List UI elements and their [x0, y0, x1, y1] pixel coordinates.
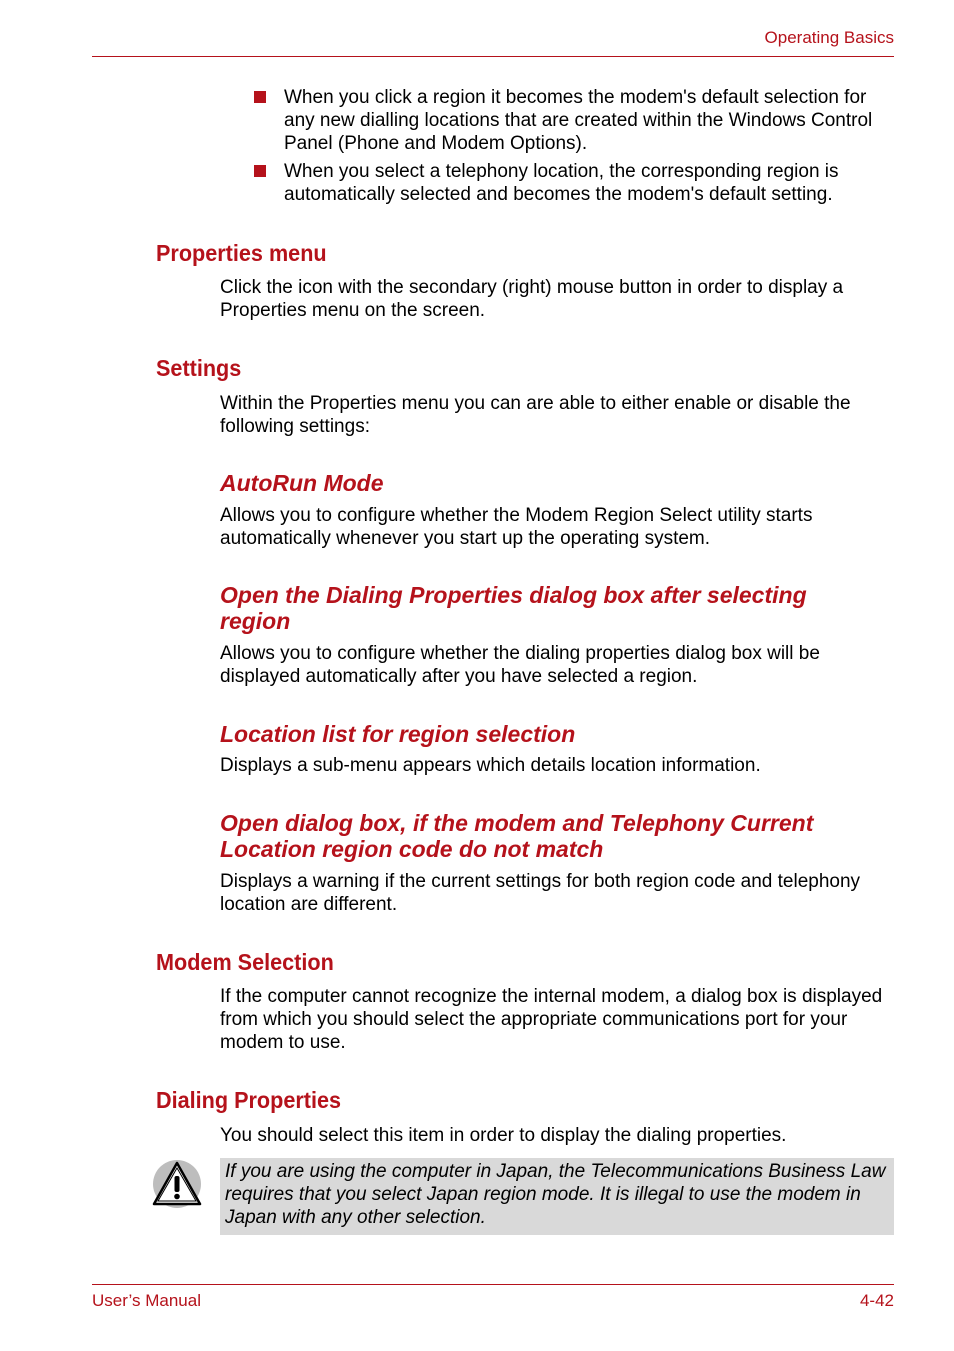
section-body: Within the Properties menu you can are able to either enable or disable the following settings:: [220, 393, 851, 437]
heading-line: Location region code do not match: [220, 836, 604, 862]
section-heading-modem-selection: Modem Selection: [156, 949, 334, 975]
subsection-heading-open-dialing: [220, 582, 894, 634]
section-body: If the computer cannot recognize the internal modem, a dialog box is displayed from which you should select the appropriate communications port for your modem to use.: [220, 986, 883, 1053]
heading-line: Open dialog box, if the modem and Telephony Current: [220, 810, 814, 836]
section-body: Allows you to configure whether the Modem Region Select utility starts automatically whenever you start up the operating system.: [220, 505, 813, 549]
section-body: You should select this item in order to display the dialing properties.: [220, 1125, 787, 1146]
header-divider: [92, 56, 894, 57]
subsection-heading-location-list: Location list for region selection: [220, 721, 576, 747]
bullet-marker: [254, 91, 266, 103]
heading-line: Open the Dialing Properties dialog box after selecting: [220, 582, 807, 608]
section-heading-dialing-properties: Dialing Properties: [156, 1087, 342, 1113]
section-heading-settings: Settings: [156, 355, 242, 381]
running-header: Operating Basics: [764, 28, 894, 47]
section-body: Allows you to configure whether the dialing properties dialog box will be displayed automatically after you have selected a region.: [220, 643, 820, 687]
page-number: 4-42: [859, 1291, 894, 1310]
section-heading-properties-menu: Properties menu: [156, 240, 327, 266]
subsection-heading-autorun: AutoRun Mode: [220, 470, 384, 496]
section-body: Click the icon with the secondary (right) mouse button in order to display a Properties menu on the screen.: [220, 277, 844, 321]
footer-divider: [92, 1284, 894, 1285]
subsection-heading-open-dialog-mismatch: [220, 810, 894, 862]
bullet-item: When you click a region it becomes the modem's default selection for any new dialling locations that are created within the Windows Control Panel (Phone and Modem Options).: [284, 87, 873, 154]
section-body: Displays a sub-menu appears which details location information.: [220, 755, 761, 776]
section-body: Displays a warning if the current settings for both region code and telephony location are different.: [220, 871, 861, 915]
bullet-item: When you select a telephony location, the corresponding region is automatically selected and becomes the modem's default setting.: [284, 161, 839, 205]
bullet-marker: [254, 165, 266, 177]
caution-text: If you are using the computer in Japan, the Telecommunications Business Law requires that you select Japan region mode. It is illegal to use the modem in Japan with any other selection.: [225, 1161, 886, 1228]
heading-line: region: [220, 608, 291, 634]
footer-manual-title: User’s Manual: [92, 1291, 201, 1310]
warning-triangle-icon: [150, 1158, 204, 1212]
